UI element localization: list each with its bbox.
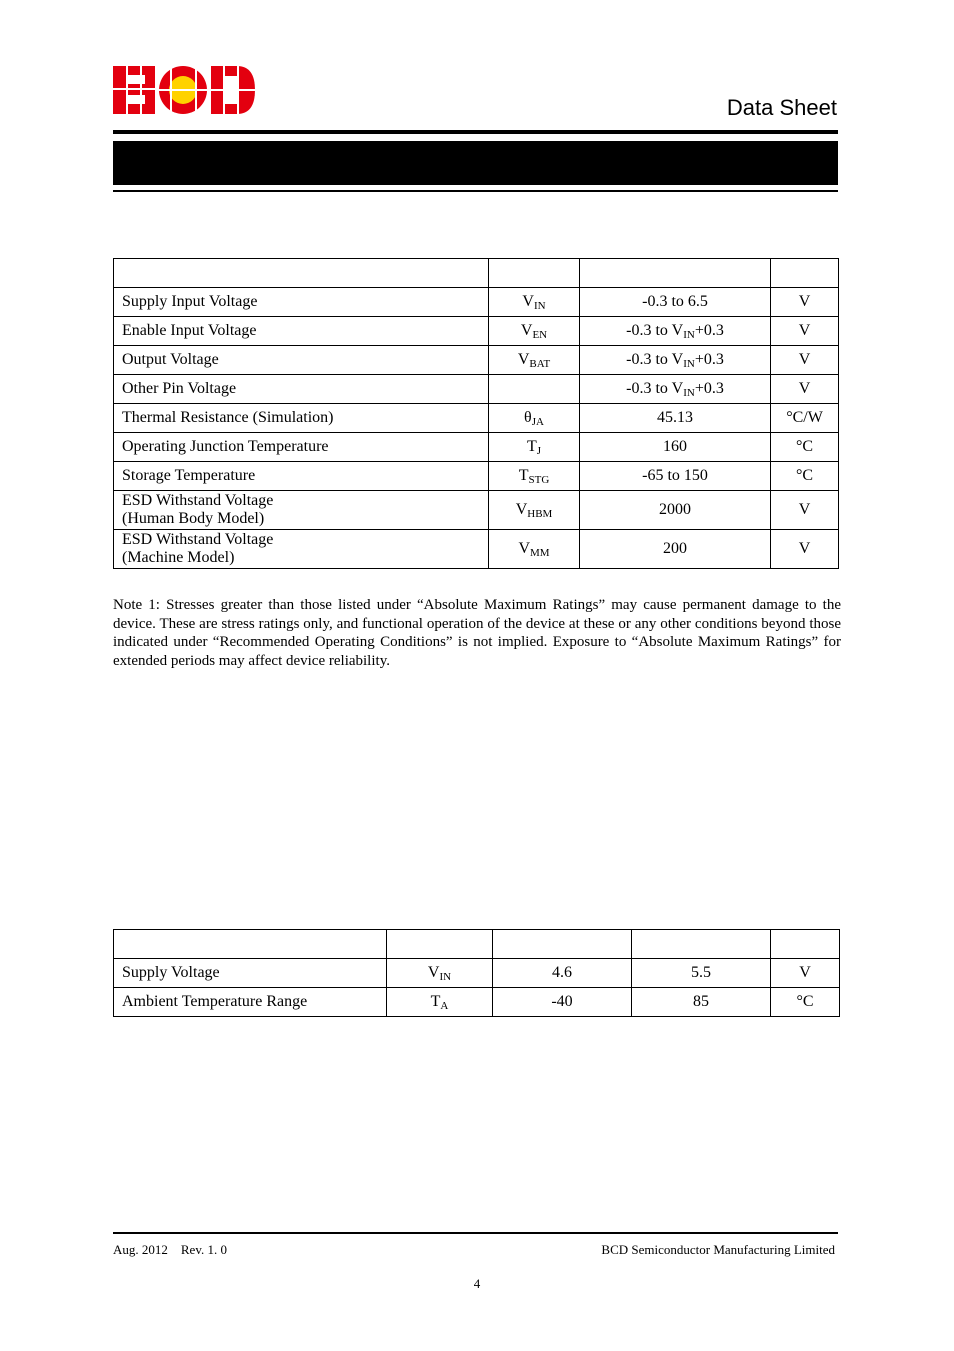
title-bar-underline [113,190,838,192]
value-cell [580,288,771,317]
symbol-subscript: EN [532,329,548,341]
symbol-base: θ [524,409,532,426]
table-row [114,375,839,404]
symbol-subscript: JA [531,416,544,428]
table-row [114,462,839,491]
min-cell: -40 [493,988,632,1017]
table-row [114,346,839,375]
symbol-cell [489,462,580,491]
value-text: -0.3 to V [626,322,684,339]
symbol-subscript: J [536,445,542,457]
recommended-operating-conditions-table [113,929,840,1017]
value-text: 160 [663,438,687,455]
table-row [114,988,840,1017]
symbol-cell [387,988,493,1017]
header-cell [632,930,771,959]
table-row [114,433,839,462]
header-cell [580,259,771,288]
parameter-cell [114,433,489,462]
parameter-cell [114,375,489,404]
value-cell [580,404,771,433]
value-text: +0.3 [694,351,724,368]
header-rule [113,130,838,134]
footer-date-revision: Aug. 2012 Rev. 1. 0 [113,1242,227,1257]
header-cell [771,259,839,288]
value-text: 200 [663,540,687,557]
value-cell [580,317,771,346]
unit-cell: °C/W [771,404,839,433]
parameter-cell [114,346,489,375]
value-text: 2000 [659,501,691,518]
parameter-cell [114,404,489,433]
header-cell [114,259,489,288]
parameter-text: Operating Junction Temperature [122,438,329,455]
page-number: 4 [473,1276,481,1291]
parameter-text: Storage Temperature [122,467,256,484]
value-cell [580,491,771,530]
parameter-text: ESD Withstand Voltage [122,492,274,509]
parameter-text: Other Pin Voltage [122,380,237,397]
max-cell: 85 [632,988,771,1017]
header-cell [114,930,387,959]
value-text: -65 to 150 [642,467,708,484]
parameter-cell: Ambient Temperature Range [114,988,387,1017]
unit-cell: V [771,346,839,375]
symbol-cell [489,433,580,462]
unit-cell: °C [771,433,839,462]
value-cell [580,462,771,491]
symbol-subscript: MM [530,547,550,559]
unit-cell: °C [771,988,840,1017]
parameter-text: (Machine Model) [122,549,235,566]
symbol-base: V [517,351,530,368]
symbol-cell [387,959,493,988]
symbol-base: V [520,322,533,339]
symbol-cell [489,346,580,375]
parameter-text: Enable Input Voltage [122,322,257,339]
symbol-cell [489,530,580,569]
symbol-subscript: BAT [529,358,551,370]
parameter-text: Supply Input Voltage [122,293,258,310]
unit-cell: V [771,959,840,988]
value-subscript: IN [683,387,695,399]
absolute-maximum-ratings-table [113,258,839,569]
unit-cell: V [771,288,839,317]
value-text: -0.3 to V [626,380,684,397]
parameter-cell: Supply Voltage [114,959,387,988]
section-title-bar [113,141,838,185]
bcd-logo [113,64,255,116]
value-cell [580,346,771,375]
symbol-subscript: IN [439,971,452,983]
symbol-base: T [518,467,529,484]
footer-company: BCD Semiconductor Manufacturing Limited [601,1242,835,1257]
max-cell: 5.5 [632,959,771,988]
parameter-text: (Human Body Model) [122,510,265,527]
parameter-text: Thermal Resistance (Simulation) [122,409,334,426]
symbol-cell [489,404,580,433]
unit-cell: V [771,375,839,404]
parameter-cell [114,530,489,569]
header-cell [771,930,840,959]
document-type-label: Data Sheet [726,95,837,120]
parameter-text: Output Voltage [122,351,219,368]
symbol-base: V [427,964,440,981]
value-text: 45.13 [657,409,693,426]
parameter-cell [114,288,489,317]
table-row [114,959,840,988]
symbol-cell [489,317,580,346]
value-subscript: IN [683,358,695,370]
value-text: +0.3 [694,380,724,397]
table-row [114,530,839,569]
table-row [114,288,839,317]
header-cell [489,259,580,288]
symbol-subscript: STG [528,474,550,486]
table-header-row [114,930,840,959]
parameter-text: ESD Withstand Voltage [122,531,274,548]
symbol-base: T [526,438,537,455]
symbol-subscript: HBM [527,508,553,520]
value-text: -0.3 to V [626,351,684,368]
value-cell [580,530,771,569]
header-cell [493,930,632,959]
symbol-base: V [518,540,530,557]
parameter-cell [114,317,489,346]
value-cell [580,375,771,404]
unit-cell: °C [771,462,839,491]
unit-cell: V [771,317,839,346]
value-subscript: IN [683,329,695,341]
parameter-cell [114,462,489,491]
value-text: +0.3 [694,322,724,339]
table-row [114,317,839,346]
symbol-cell [489,491,580,530]
table-header-row [114,259,839,288]
min-cell: 4.6 [493,959,632,988]
table-row [114,404,839,433]
unit-cell: V [771,491,839,530]
parameter-cell [114,491,489,530]
symbol-subscript: A [440,1000,449,1012]
value-text: -0.3 to 6.5 [642,293,708,310]
symbol-base: V [515,501,528,518]
value-cell [580,433,771,462]
footer-rule [113,1232,838,1234]
unit-cell: V [771,530,839,569]
symbol-base: T [430,993,441,1010]
header-cell [387,930,493,959]
symbol-cell [489,375,580,404]
table-row [114,491,839,530]
symbol-base: V [522,293,534,310]
note-1: Note 1: Stresses greater than those listed under “Absolute Maximum Ratings” may cause permanent damage to the device. These are stress ratings only, and functional operation of the device at these or any other conditions beyond those indicated under “Recommended Operating Conditions” is not implied. Exposure to “Absolute Maximum Ratings” for extended periods may affect device reliability. [113,597,841,669]
symbol-cell [489,288,580,317]
symbol-subscript: IN [533,300,546,312]
